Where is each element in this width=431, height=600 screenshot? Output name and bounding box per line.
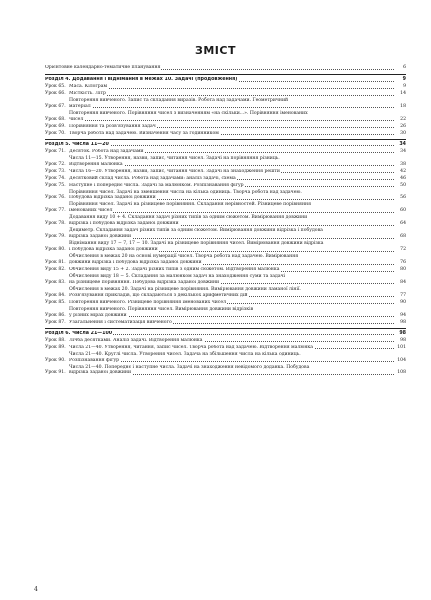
toc-lesson-entry <box>45 149 406 155</box>
toc-page-number: 18 <box>400 103 406 109</box>
page-number: 4 <box>34 586 38 593</box>
lesson-code: Урок 91. <box>45 370 66 376</box>
lesson-title-line: Відтворення малюнка <box>69 161 123 167</box>
toc-page-number: 14 <box>400 90 406 96</box>
lesson-title-line: Розв'язування прикладів, що складаються з декількох арифметичних дій <box>69 292 248 298</box>
toc-page-number: 26 <box>400 123 406 129</box>
toc-section-heading <box>45 77 406 83</box>
toc-page-number: 98 <box>400 319 406 325</box>
toc-page-number: 98 <box>400 337 406 343</box>
page-title: ЗМІСТ <box>195 44 236 57</box>
toc-page-number: 90 <box>400 299 406 305</box>
lesson-code: Урок 87. <box>45 319 66 325</box>
lesson-title-line: Порівняння чисел. Задачі на різницеве порівняння. Складання нерівностей. Різницеве порівняння <box>69 202 311 208</box>
lesson-title-line: відрізка заданої довжини <box>69 234 132 240</box>
lesson-title-line: на різницеве порівняння. Побудова відрізка заданої довжини <box>69 279 220 285</box>
toc-page-number: 50 <box>400 182 406 188</box>
toc-lesson-entry <box>45 345 406 351</box>
lesson-title-line: Повторення вивченого. Порівняння чисел. Вимірювання довжини відрізків <box>69 306 254 312</box>
lesson-title-line: Розпізнавання фігур <box>69 357 120 363</box>
lesson-code: Урок 80. <box>45 247 66 253</box>
lesson-title-line: Обчислення в межах 20. Задачі на різницеве порівняння. Вимірювання довжини ламаної лінії. <box>69 286 301 292</box>
toc-page-number: 46 <box>400 175 406 181</box>
toc-page-number: 60 <box>400 208 406 214</box>
lesson-code: Урок 86. <box>45 312 66 318</box>
lesson-code: Урок 65. <box>45 83 66 89</box>
lesson-title-line: матеріал <box>69 103 91 109</box>
toc-lesson-entry <box>45 111 406 123</box>
toc-page-number: 72 <box>400 247 406 253</box>
toc-lesson-entry <box>45 131 406 137</box>
toc-lesson-entry <box>45 241 406 253</box>
lesson-title-line: Порівняння та розв'язування задач <box>69 123 156 129</box>
toc-page-number: 6 <box>403 65 406 70</box>
toc-lesson-entry <box>45 176 406 182</box>
toc-page-number: 80 <box>400 266 406 272</box>
lesson-code: Урок 89. <box>45 344 66 350</box>
lesson-title-line: Повторення вивченого. Запис та складання виразів. Робота над задачами. Геометричний <box>69 97 289 103</box>
toc-lesson-entry <box>45 365 406 377</box>
toc-lesson-entry <box>45 169 406 175</box>
lesson-title-line: Маса. Кілограм <box>69 83 108 89</box>
lesson-code: Урок 75. <box>45 182 66 188</box>
toc-entry-title: Розділ 5. Числа 11—20 <box>45 141 109 147</box>
lesson-title-line: Лічба десятками. Аналіз задачі. Відтворення малюнка <box>69 337 203 343</box>
toc-lesson-entry <box>45 267 406 273</box>
lesson-title-line: Обчислення в межах 20 на основі нумерації чисел. Творча робота над задачею. Вимірювання <box>69 254 299 260</box>
toc-lesson-entry <box>45 307 406 319</box>
toc-lesson-entry <box>45 274 406 286</box>
toc-page-number: 77 <box>400 292 406 298</box>
lesson-code: Урок 72. <box>45 161 66 167</box>
table-of-contents <box>45 62 406 377</box>
toc-lesson-entry <box>45 215 406 227</box>
lesson-title-line: Повторення вивченого. Порівняння чисел з визначенням «на скільки...». Порівняння іменованих <box>69 110 308 116</box>
toc-page-number: 76 <box>400 259 406 265</box>
lesson-title-line: іменованих чисел <box>69 208 113 214</box>
toc-lesson-entry <box>45 91 406 97</box>
toc-lesson-entry <box>45 202 406 214</box>
toc-page-number: 98 <box>399 330 406 336</box>
lesson-code: Урок 79. <box>45 234 66 240</box>
toc-page-number: 38 <box>400 161 406 167</box>
lesson-code: Урок 81. <box>45 259 66 265</box>
toc-page-number: 22 <box>400 116 406 122</box>
lesson-title-line: і побудова відрізка заданої довжини <box>69 247 158 253</box>
lesson-code: Урок 82. <box>45 266 66 272</box>
lesson-title-line: Побудова відрізка заданої довжини <box>69 195 156 201</box>
toc-page-number: 104 <box>397 357 406 363</box>
section-divider <box>45 74 406 75</box>
lesson-title-line: Порівняння чисел. Задачі на зменшення числа на кілька одиниць. Творча робота над задачею. <box>69 189 302 195</box>
toc-entry-title: Розділ 4. Додавання і віднімання в межах 10. Задачі (продовження) <box>45 76 238 82</box>
lesson-code: Урок 68. <box>45 116 66 122</box>
section-divider <box>45 328 406 329</box>
toc-lesson-entry <box>45 124 406 130</box>
lesson-title-line: Віднімання виду 17 − 7, 17 − 10. Задачі на різницеве порівняння чисел. Вимірювання довжини відрізка <box>69 241 324 247</box>
lesson-title-line: Числа 16—20. Утворення, назви, запис, читання чисел. Задачі на знаходження решти <box>69 168 280 174</box>
lesson-code: Урок 77. <box>45 208 66 214</box>
lesson-title-line: Числа 21—40. Попереднє і наступне числа. Задачі на знаходження невідомого доданка. Побудова <box>69 364 310 370</box>
lesson-code: Урок 67. <box>45 103 66 109</box>
lesson-title-line: Числа 21—40. Утворення, читання, запис чисел. Творча робота над задачею. Відтворення малюнка <box>69 344 314 350</box>
lesson-title-line: Числа 21—40. Круглі числа. Утворення чисел. Задача на збільшення числа на кілька одиниць. <box>69 351 301 357</box>
lesson-title-line: Дециметр. Складання задач різних типів за одним сюжетом. Вимірювання довжини відрізка і побудова <box>69 228 323 234</box>
lesson-code: Урок 71. <box>45 148 66 154</box>
lesson-title-line: Числа 11—15. Утворення, назви, запис, читання чисел. Задачі на порівняння різниць. <box>69 155 280 161</box>
toc-page-number: 56 <box>400 195 406 201</box>
lesson-title-line: відрізка і побудова відрізка заданої довжини <box>69 221 179 227</box>
toc-page-number: 101 <box>397 344 406 350</box>
toc-lesson-entry <box>45 228 406 240</box>
lesson-code: Урок 84. <box>45 292 66 298</box>
lesson-title-line: Наступне і попереднє числа. Задачі за малюнком. Розпізнавання фігур <box>69 182 244 188</box>
toc-entry-title: Орієнтовне календарно-тематичне планування <box>45 65 161 70</box>
lesson-code: Урок 88. <box>45 337 66 343</box>
toc-page-number: 42 <box>400 168 406 174</box>
toc-page-number: 64 <box>400 221 406 227</box>
toc-lesson-entry <box>45 352 406 364</box>
lesson-title-line: Місткість. Літр <box>69 90 106 96</box>
toc-lesson-entry <box>45 84 406 90</box>
lesson-title-line: Додавання виду 10 + 4. Складання задач різних типів за одним сюжетом. Вимірювання довжини <box>69 215 308 221</box>
lesson-code: Урок 85. <box>45 299 66 305</box>
toc-lesson-entry <box>45 156 406 168</box>
lesson-title-line: Повторення вивченого. Різницеве порівняння іменованих чисел <box>69 299 227 305</box>
lesson-title-line: Десятковий склад числа. Робота над задачами: аналіз задачі, схема <box>69 175 236 181</box>
toc-section-heading <box>45 142 406 148</box>
toc-lesson-entry <box>45 300 406 306</box>
toc-page-number: 68 <box>400 234 406 240</box>
toc-page-number: 9 <box>402 76 406 82</box>
toc-page-number: 84 <box>400 279 406 285</box>
toc-lesson-entry <box>45 338 406 344</box>
toc-page-number: 9 <box>403 83 406 89</box>
lesson-title-line: довжини відрізка і побудова відрізка заданої довжини <box>69 259 202 265</box>
lesson-title-line: Узагальнення і систематизація вивченого <box>69 319 172 325</box>
section-divider <box>45 139 406 140</box>
toc-page-number: 34 <box>400 148 406 154</box>
lesson-code: Урок 78. <box>45 221 66 227</box>
lesson-title-line: Творча робота над задачею. Визначення часу за годинником <box>69 130 219 136</box>
lesson-title-line: відрізка заданої довжини <box>69 370 132 376</box>
lesson-code: Урок 74. <box>45 175 66 181</box>
lesson-code: Урок 76. <box>45 195 66 201</box>
lesson-code: Урок 70. <box>45 130 66 136</box>
lesson-title-line: Обчислення виду 18 − 5. Складання за малюнком задач на знаходження суми та задачі <box>69 273 286 279</box>
toc-entry <box>45 65 406 71</box>
lesson-code: Урок 66. <box>45 90 66 96</box>
toc-page-number: 108 <box>397 370 406 376</box>
lesson-title-line: у різних мірах довжини <box>69 312 127 318</box>
toc-lesson-entry <box>45 254 406 266</box>
toc-entry-title: Розділ 6. Числа 21—100 <box>45 330 113 336</box>
lesson-code: Урок 69. <box>45 123 66 129</box>
toc-lesson-entry <box>45 287 406 299</box>
lesson-title-line: Обчислення виду 15 + 2. Задачі різних типів з одним сюжетом. Відтворення малюнка <box>69 266 280 272</box>
toc-page-number: 30 <box>400 130 406 136</box>
toc-page-number: 34 <box>399 141 406 147</box>
lesson-code: Урок 83. <box>45 279 66 285</box>
toc-lesson-entry <box>45 190 406 202</box>
lesson-code: Урок 90. <box>45 357 66 363</box>
toc-page-number: 94 <box>400 312 406 318</box>
lesson-title-line: чисел <box>69 116 84 122</box>
toc-lesson-entry <box>45 320 406 326</box>
toc-lesson-entry <box>45 183 406 189</box>
lesson-title-line: Десяток. Робота над задачами <box>69 148 144 154</box>
lesson-code: Урок 73. <box>45 168 66 174</box>
toc-lesson-entry <box>45 98 406 110</box>
toc-section-heading <box>45 331 406 337</box>
